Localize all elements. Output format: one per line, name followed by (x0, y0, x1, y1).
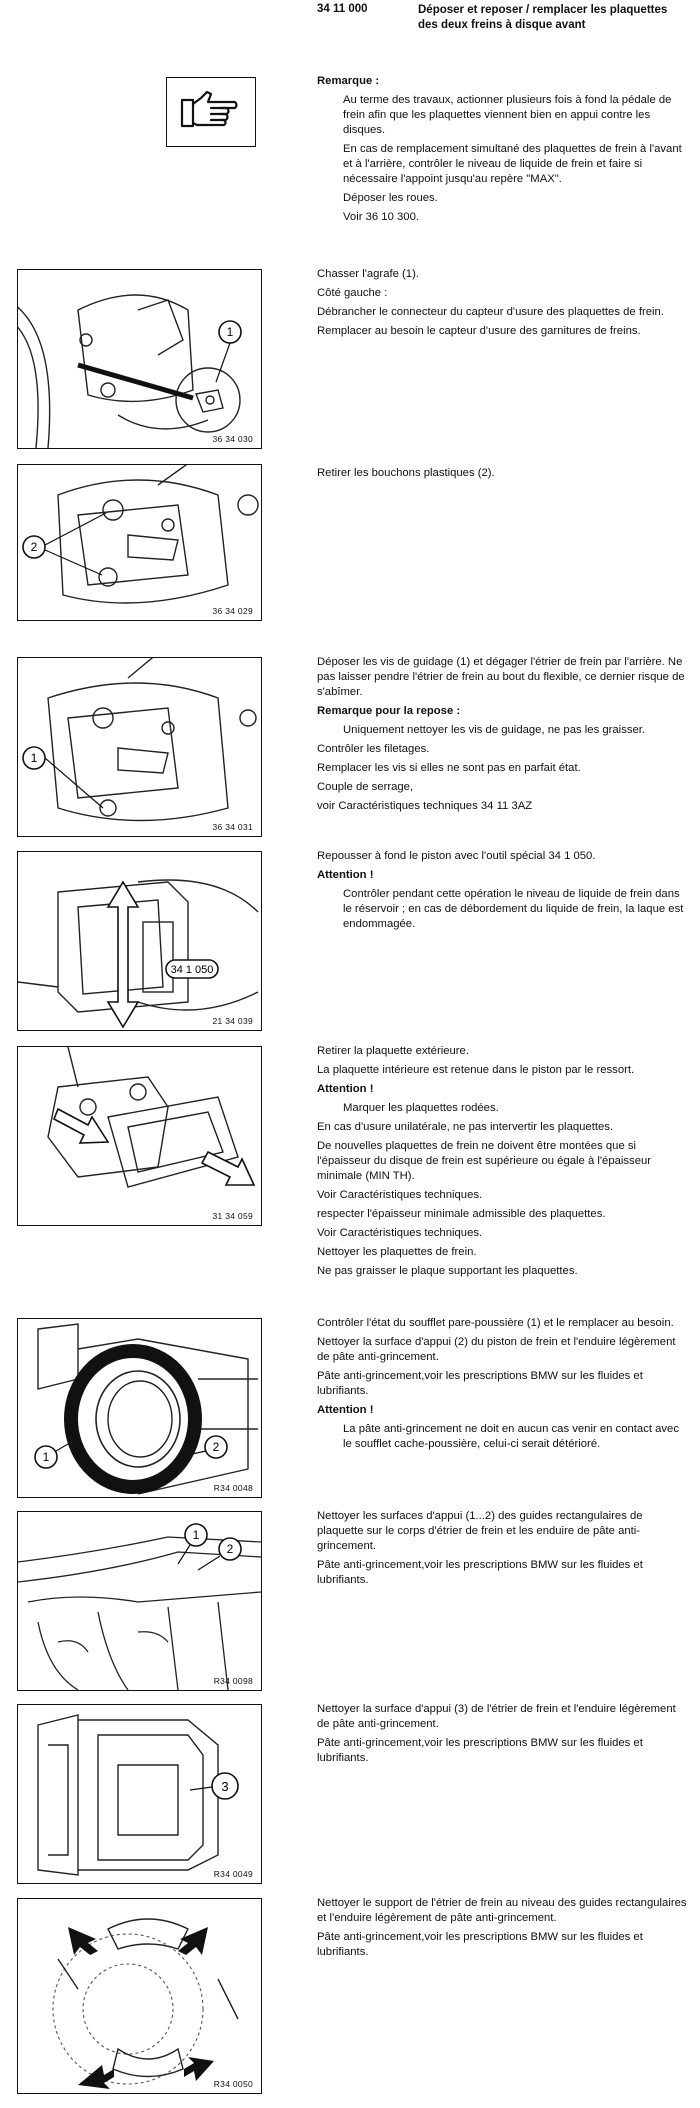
step-line: Pâte anti-grincement,voir les prescriptions BMW sur les fluides et lubrifiants. (317, 1931, 643, 1958)
note-line: Au terme des travaux, actionner plusieurs fois à fond la pédale de frein afin que les plaquettes viennent bien en appui contre les disques. (343, 94, 672, 136)
step-1-text (317, 267, 689, 343)
step-line: Nettoyer les surfaces d'appui (1...2) des guides rectangulaires de plaquette sur le corps d'étrier de frein et les enduire de pâte anti-grincement. (317, 1510, 643, 1552)
figure-code: 21 34 039 (212, 1016, 253, 1026)
figure-plastic-caps (17, 464, 262, 621)
step-8-text (317, 1702, 689, 1770)
step-line: Voir Caractéristiques techniques. (317, 1227, 483, 1239)
figure-code: R34 0049 (213, 1869, 253, 1879)
callout-2: 2 (226, 1542, 234, 1556)
callout-1: 1 (30, 751, 38, 765)
figure-pad-guides (17, 1511, 262, 1691)
figure-code: 36 34 029 (212, 606, 253, 616)
figure-code: 36 34 031 (212, 822, 253, 832)
callout-1: 1 (226, 325, 234, 339)
step-line: Contrôler pendant cette opération le niveau de liquide de frein dans le réservoir ; en cas de débordement du liquide de frein, la laque est endommagée. (343, 888, 684, 930)
step-heading: Attention ! (317, 1083, 374, 1095)
note-line: Déposer les roues. (343, 192, 438, 204)
figure-sensor-clip (17, 269, 262, 449)
step-line: voir Caractéristiques techniques 34 11 3AZ (317, 800, 533, 812)
step-line: Nettoyer les plaquettes de frein. (317, 1246, 477, 1258)
step-line: Débrancher le connecteur du capteur d'usure des plaquettes de frein. (317, 306, 664, 318)
step-line: respecter l'épaisseur minimale admissible des plaquettes. (317, 1208, 606, 1220)
note-line: En cas de remplacement simultané des plaquettes de frein à l'avant et à l'arrière, contrôler le niveau de liquide de frein et faire si nécessaire l'appoint jusqu'au repère "MAX". (343, 143, 682, 185)
step-line: De nouvelles plaquettes de frein ne doivent être montées que si l'épaisseur du disque de frein est supérieure ou égale à l'épaisseur minimale (MIN TH). (317, 1140, 652, 1182)
figure-dust-boot (17, 1318, 262, 1498)
step-line: Uniquement nettoyer les vis de guidage, ne pas les graisser. (343, 724, 646, 736)
step-line: Contrôler l'état du soufflet pare-poussière (1) et le remplacer au besoin. (317, 1317, 674, 1329)
figure-code: 36 34 030 (212, 434, 253, 444)
figure-piston-tool (17, 851, 262, 1031)
note-line: Voir 36 10 300. (343, 211, 420, 223)
step-line: Pâte anti-grincement,voir les prescriptions BMW sur les fluides et lubrifiants. (317, 1559, 643, 1586)
step-line: Déposer les vis de guidage (1) et dégager l'étrier de frein par l'arrière. Ne pas laisser pendre l'étrier de frein au bout du flexible, ce dernier risque de s'abîmer. (317, 656, 685, 698)
figure-code: R34 0050 (213, 2079, 253, 2089)
pointing-hand-icon (166, 77, 256, 147)
callout-tool: 34 1 050 (170, 964, 214, 976)
step-line: Pâte anti-grincement,voir les prescriptions BMW sur les fluides et lubrifiants. (317, 1370, 643, 1397)
step-2-text (317, 466, 689, 485)
step-7-text (317, 1509, 689, 1592)
step-line: La pâte anti-grincement ne doit en aucun cas venir en contact avec le soufflet cache-poussière, celui-ci serait détérioré. (343, 1423, 679, 1450)
figure-code: R34 0098 (213, 1676, 253, 1686)
step-line: Ne pas graisser le plaque supportant les plaquettes. (317, 1265, 578, 1277)
document-code: 34 11 000 (317, 3, 368, 15)
step-line: Retirer la plaquette extérieure. (317, 1045, 469, 1057)
step-4-text (317, 849, 689, 936)
step-line: Repousser à fond le piston avec l'outil spécial 34 1 050. (317, 850, 596, 862)
step-line: Remplacer au besoin le capteur d'usure des garnitures de freins. (317, 325, 641, 337)
step-line: Retirer les bouchons plastiques (2). (317, 467, 495, 479)
callout-3: 3 (221, 1779, 229, 1794)
step-9-text (317, 1896, 689, 1964)
callout-2: 2 (212, 1440, 220, 1454)
step-line: Voir Caractéristiques techniques. (317, 1189, 483, 1201)
document-title: Déposer et reposer / remplacer les plaquettes des deux freins à disque avant (418, 4, 668, 31)
figure-caliper-carrier (17, 1898, 262, 2094)
figure-guide-bolts (17, 657, 262, 837)
note-heading: Remarque : (317, 75, 380, 87)
callout-1: 1 (42, 1450, 50, 1464)
figure-code: R34 0048 (213, 1483, 253, 1493)
figure-brake-pads (17, 1046, 262, 1226)
step-5-text (317, 1044, 689, 1283)
step-line: Remplacer les vis si elles ne sont pas en parfait état. (317, 762, 581, 774)
step-line: Marquer les plaquettes rodées. (343, 1102, 499, 1114)
step-line: Côté gauche : (317, 287, 388, 299)
step-6-text (317, 1316, 689, 1456)
callout-2: 2 (30, 540, 38, 554)
step-line: Contrôler les filetages. (317, 743, 430, 755)
figure-code: 31 34 059 (212, 1211, 253, 1221)
callout-1: 1 (192, 1528, 200, 1542)
step-line: Nettoyer la surface d'appui (3) de l'étrier de frein et l'enduire légèrement de pâte anti-grincement. (317, 1703, 676, 1730)
step-line: Chasser l'agrafe (1). (317, 268, 419, 280)
step-line: Nettoyer la surface d'appui (2) du piston de frein et l'enduire légèrement de pâte anti-grincement. (317, 1336, 676, 1363)
step-line: La plaquette intérieure est retenue dans le piston par le ressort. (317, 1064, 635, 1076)
figure-caliper-seat (17, 1704, 262, 1884)
step-line: Nettoyer le support de l'étrier de frein au niveau des guides rectangulaires et l'enduire légèrement de pâte anti-grincement. (317, 1897, 687, 1924)
step-heading: Attention ! (317, 869, 374, 881)
step-line: En cas d'usure unilatérale, ne pas intervertir les plaquettes. (317, 1121, 614, 1133)
step-line: Pâte anti-grincement,voir les prescriptions BMW sur les fluides et lubrifiants. (317, 1737, 643, 1764)
note-block (317, 74, 689, 229)
step-line: Couple de serrage, (317, 781, 414, 793)
step-heading: Remarque pour la repose : (317, 705, 461, 717)
step-heading: Attention ! (317, 1404, 374, 1416)
step-3-text (317, 655, 689, 818)
